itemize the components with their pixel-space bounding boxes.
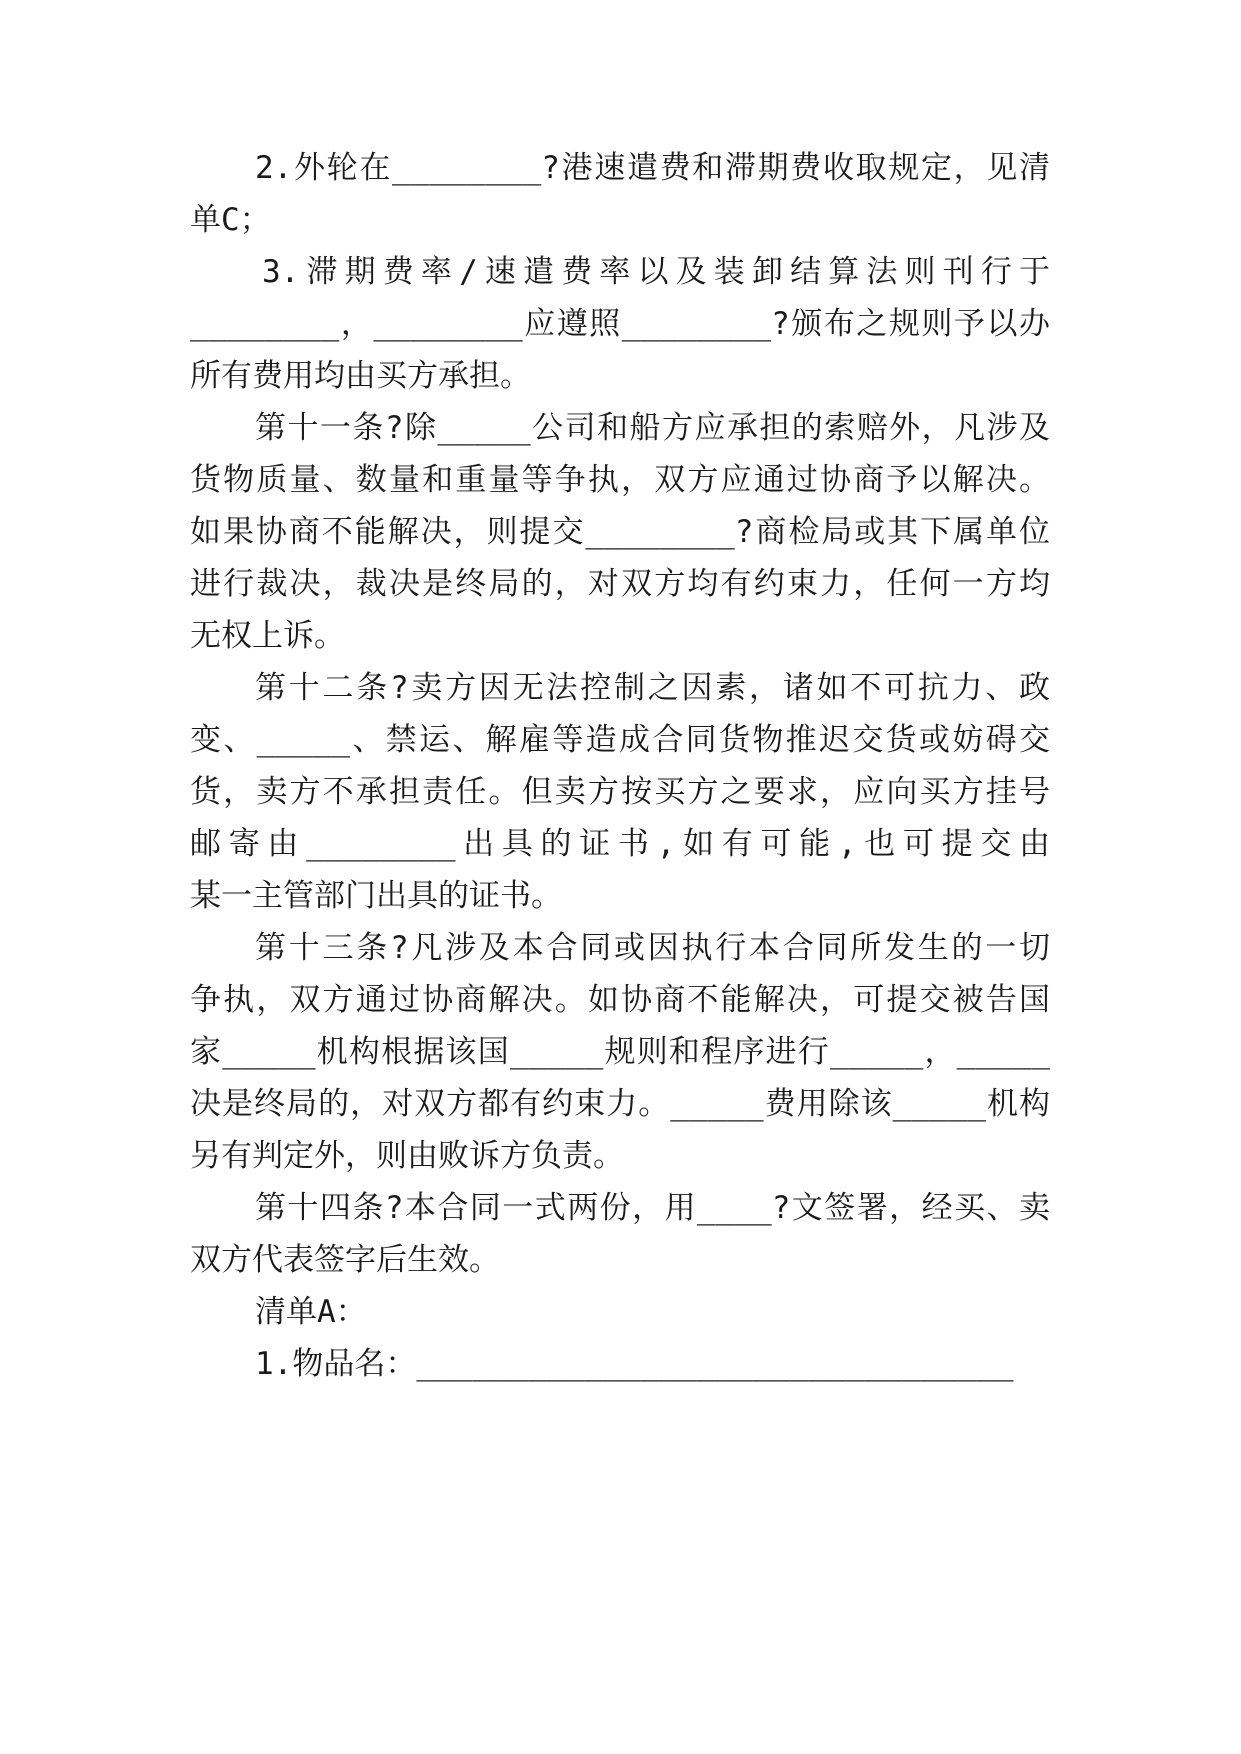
clause-13-line-5: 另有判定外，则由败诉方负责。	[190, 1138, 624, 1174]
clause-13-line-1: 第十三条?凡涉及本合同或因执行本合同所发生的一切	[255, 930, 1050, 966]
clause-12-line-3: 货，卖方不承担责任。但卖方按买方之要求，应向买方挂号	[190, 774, 1050, 810]
clause-12-line-1: 第十二条?卖方因无法控制之因素，诸如不可抗力、政	[255, 670, 1050, 706]
clause-14-line-1: 第十四条?本合同一式两份，用____?文签署，经买、卖	[255, 1190, 1050, 1226]
clause-12-line-5: 某一主管部门出具的证书。	[190, 878, 562, 914]
clause-10-item-3-line-2: ________，________应遵照________?颁布之规则予以办	[190, 306, 1050, 342]
clause-12-line-2: 变、_____、禁运、解雇等造成合同货物推迟交货或妨碍交	[190, 722, 1050, 758]
clause-10-item-2-line-2: 单C；	[190, 202, 271, 238]
clause-14-line-2: 双方代表签字后生效。	[190, 1242, 500, 1278]
clause-13-line-4: 决是终局的，对双方都有约束力。_____费用除该_____机构	[190, 1086, 1050, 1122]
list-a-heading: 清单A：	[255, 1294, 367, 1330]
clause-10-item-3-line-3: 所有费用均由买方承担。	[190, 358, 531, 394]
clause-11-line-1: 第十一条?除_____公司和船方应承担的索赔外，凡涉及	[255, 410, 1050, 446]
clause-11-line-2: 货物质量、数量和重量等争执，双方应通过协商予以解决。	[190, 462, 1050, 498]
clause-13-line-2: 争执，双方通过协商解决。如协商不能解决，可提交被告国	[190, 982, 1050, 1018]
clause-10-item-2-line-1: 2.外轮在________?港速遣费和滞期费收取规定，见清	[255, 150, 1050, 186]
clause-12-line-4: 邮寄由________出具的证书,如有可能,也可提交由	[190, 826, 1050, 862]
clause-11-line-4: 进行裁决，裁决是终局的，对双方均有约束力，任何一方均	[190, 566, 1050, 602]
clause-11-line-3: 如果协商不能解决，则提交________?商检局或其下属单位	[190, 514, 1050, 550]
list-a-item-name: 1.物品名：________________________________	[255, 1346, 1014, 1382]
clause-13-line-3: 家_____机构根据该国_____规则和程序进行_____，_____	[190, 1034, 1050, 1070]
clause-10-item-3-line-1: 3.滞期费率/速遣费率以及装卸结算法则刊行于	[262, 254, 1050, 290]
clause-11-line-5: 无权上诉。	[190, 618, 345, 654]
